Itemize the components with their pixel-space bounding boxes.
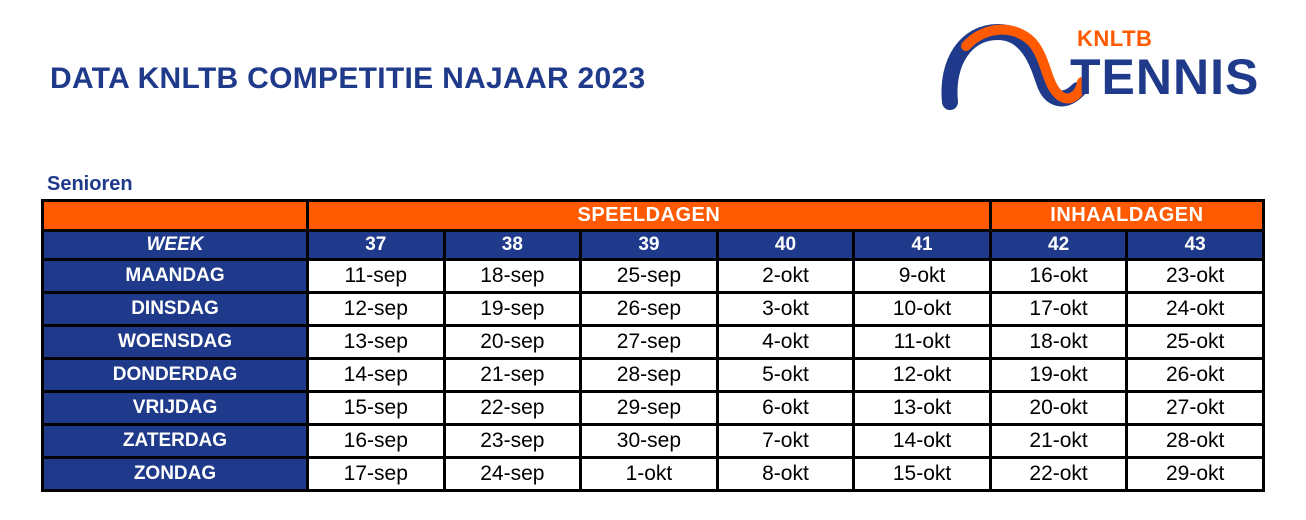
date-cell: 8-okt xyxy=(719,459,853,489)
date-cell: 20-okt xyxy=(992,393,1126,423)
date-cell: 2-okt xyxy=(719,261,853,291)
date-cell: 5-okt xyxy=(719,360,853,390)
date-cell: 21-okt xyxy=(992,426,1126,456)
date-cell: 4-okt xyxy=(719,327,853,357)
day-label: WOENSDAG xyxy=(44,327,306,357)
date-cell: 22-sep xyxy=(446,393,580,423)
date-cell: 24-sep xyxy=(446,459,580,489)
date-cell: 20-sep xyxy=(446,327,580,357)
week-number: 40 xyxy=(719,232,853,258)
date-cell: 12-sep xyxy=(309,294,443,324)
date-cell: 24-okt xyxy=(1128,294,1262,324)
day-label: VRIJDAG xyxy=(44,393,306,423)
date-cell: 13-okt xyxy=(855,393,989,423)
date-cell: 21-sep xyxy=(446,360,580,390)
date-cell: 18-sep xyxy=(446,261,580,291)
date-cell: 3-okt xyxy=(719,294,853,324)
table-row xyxy=(44,261,1262,291)
date-cell: 11-sep xyxy=(309,261,443,291)
section-title: Senioren xyxy=(47,173,133,195)
date-cell: 10-okt xyxy=(855,294,989,324)
day-label: DONDERDAG xyxy=(44,360,306,390)
day-label: ZATERDAG xyxy=(44,426,306,456)
date-cell: 16-sep xyxy=(309,426,443,456)
date-cell: 26-sep xyxy=(582,294,716,324)
date-cell: 25-sep xyxy=(582,261,716,291)
date-cell: 7-okt xyxy=(719,426,853,456)
date-cell: 13-sep xyxy=(309,327,443,357)
inhaaldagen-header: INHAALDAGEN xyxy=(992,202,1262,229)
day-label: DINSDAG xyxy=(44,294,306,324)
speeldagen-header: SPEELDAGEN xyxy=(309,202,989,229)
week-label: WEEK xyxy=(44,232,306,258)
group-header-row xyxy=(44,202,1262,229)
date-cell: 17-okt xyxy=(992,294,1126,324)
date-cell: 9-okt xyxy=(855,261,989,291)
date-cell: 15-sep xyxy=(309,393,443,423)
logo-text-big: TENNIS xyxy=(1070,49,1260,105)
table-row xyxy=(44,360,1262,390)
date-cell: 22-okt xyxy=(992,459,1126,489)
table-row xyxy=(44,327,1262,357)
date-cell: 23-okt xyxy=(1128,261,1262,291)
date-cell: 15-okt xyxy=(855,459,989,489)
day-label: MAANDAG xyxy=(44,261,306,291)
date-cell: 30-sep xyxy=(582,426,716,456)
date-cell: 1-okt xyxy=(582,459,716,489)
date-cell: 12-okt xyxy=(855,360,989,390)
logo-text-small: KNLTB xyxy=(1077,26,1153,51)
date-cell: 28-okt xyxy=(1128,426,1262,456)
date-cell: 14-okt xyxy=(855,426,989,456)
date-cell: 25-okt xyxy=(1128,327,1262,357)
date-cell: 18-okt xyxy=(992,327,1126,357)
date-cell: 29-sep xyxy=(582,393,716,423)
table-row xyxy=(44,393,1262,423)
week-header-row xyxy=(44,232,1262,258)
week-number: 41 xyxy=(855,232,989,258)
week-number: 38 xyxy=(446,232,580,258)
page-title: DATA KNLTB COMPETITIE NAJAAR 2023 xyxy=(50,62,646,95)
table-row xyxy=(44,294,1262,324)
date-cell: 19-sep xyxy=(446,294,580,324)
date-cell: 16-okt xyxy=(992,261,1126,291)
table-row xyxy=(44,459,1262,489)
date-cell: 29-okt xyxy=(1128,459,1262,489)
date-cell: 17-sep xyxy=(309,459,443,489)
week-number: 37 xyxy=(309,232,443,258)
date-cell: 11-okt xyxy=(855,327,989,357)
date-cell: 6-okt xyxy=(719,393,853,423)
date-cell: 23-sep xyxy=(446,426,580,456)
week-number: 39 xyxy=(582,232,716,258)
date-cell: 28-sep xyxy=(582,360,716,390)
date-cell: 27-okt xyxy=(1128,393,1262,423)
date-cell: 19-okt xyxy=(992,360,1126,390)
date-cell: 26-okt xyxy=(1128,360,1262,390)
corner-cell xyxy=(44,202,306,229)
week-number: 42 xyxy=(992,232,1126,258)
week-number: 43 xyxy=(1128,232,1262,258)
date-cell: 27-sep xyxy=(582,327,716,357)
day-label: ZONDAG xyxy=(44,459,306,489)
schedule-table xyxy=(41,199,1265,492)
date-cell: 14-sep xyxy=(309,360,443,390)
table-row xyxy=(44,426,1262,456)
